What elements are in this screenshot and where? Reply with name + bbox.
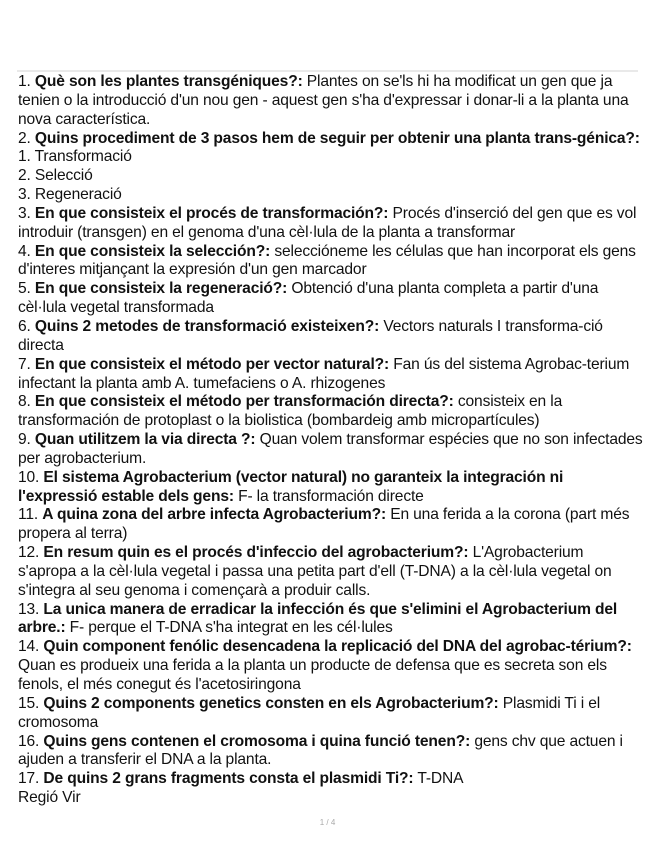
question-text: La unica manera de erradicar la infección és que s'elimini el Agrobacterium del arbre.: [18,600,618,637]
page-indicator: 1 / 4 [319,818,336,827]
item-number: 2. [18,129,31,147]
answer-text: T-DNA [417,770,464,788]
item-number: 10. [18,468,40,486]
answer-text: Fan ús del sistema Agrobac-terium infectant la planta amb A. tumefaciens o A. rhizogenes [18,355,630,392]
qa-item [18,544,643,601]
qa-item [18,469,643,507]
qa-item [18,167,643,186]
answer-text: Vectors naturals I transforma-ció directa [18,317,603,354]
item-number: 11. [18,506,39,524]
question-text: A quina zona del arbre infecta Agrobacterium?: [42,506,386,524]
qa-item [18,243,643,281]
qa-item [18,186,643,205]
question-text: De quins 2 grans fragments consta el plasmidi Ti?: [43,770,414,788]
answer-text: Obtenció d'una planta completa a partir d'una cèl·lula vegetal transformada [18,280,599,317]
top-divider [17,70,638,72]
question-text: El sistema Agrobacterium (vector natural) no garanteix la integración ni l'expressió estable dels gens: [18,468,564,505]
question-text: En que consisteix la regeneració?: [34,280,288,298]
qa-item [18,506,643,544]
answer-text: 3. Regeneració [18,186,122,204]
item-number: 8. [18,393,31,411]
item-number: 15. [18,694,40,712]
item-number: 6. [18,317,31,335]
item-number: 14. [18,638,40,656]
qa-item [18,601,643,639]
question-text: Quins 2 components genetics consten en els Agrobacterium?: [43,694,499,712]
question-text: Què son les plantes transgéniques?: [34,73,303,90]
answer-text: F- perque el T-DNA s'ha integrat en les cél·lules [69,619,393,637]
question-text: Quins procediment de 3 pasos hem de seguir per obtenir una planta trans-génica?: [34,129,640,147]
qa-item [18,318,643,356]
answer-text: En una ferida a la corona (part més propera al terra) [18,506,630,543]
item-number: 7. [18,355,31,373]
item-number: 5. [18,280,31,298]
qa-item [18,431,643,469]
answer-text: seleccióneme les células que han incorporat els gens d'interes mitjançant la expresión d'un gen marcador [18,242,636,279]
answer-text: Plasmidi Ti i el cromosoma [18,694,601,731]
item-number: 3. [18,204,31,222]
qa-item [18,205,643,243]
answer-text: F- la transformación directe [238,487,424,505]
question-text: En que consisteix el procés de transformación?: [34,204,389,222]
answer-text: Plantes on se'ls hi ha modificat un gen que ja tenien o la introducció d'un nou gen - aquest gen s'ha d'expressar i donar-li a la planta una nova característica. [18,73,629,128]
question-text: Quan utilitzem la via directa ?: [34,431,256,449]
qa-item [18,733,643,771]
qa-item [18,393,643,431]
item-number: 9. [18,431,31,449]
question-text: Quins 2 metodes de transformació existeixen?: [34,317,380,335]
question-text: En resum quin es el procés d'infeccio del agrobacterium?: [43,544,469,562]
answer-text: Procés d'inserció del gen que es vol introduir (transgen) en el genoma d'una cèl·lula de la planta a transformar [18,204,637,241]
answer-text: Quan es produeix una ferida a la planta un producte de defensa que es secreta son els fenols, el més conegut és l'acetosiringona [18,657,607,693]
answer-text: Regió Vir [18,789,81,807]
answer-text: 2. Selecció [18,167,93,185]
question-text: En que consisteix la selección?: [34,242,271,260]
item-number: 13. [18,600,40,618]
qa-item [18,130,643,168]
qa-item [18,638,643,695]
item-number: 4. [18,242,31,260]
qa-item [18,356,643,394]
answer-text: L'Agrobacterium s'apropa a la cèl·lula vegetal i passa una petita part d'ell (T-DNA) a la cèl·lula vegetal on s'integra al seu genoma i començarà a produir calls. [18,544,612,599]
question-text: Quins gens contenen el cromosoma i quina funció tenen?: [43,732,471,750]
answer-text: gens chv que actuen i ajuden a transferir el DNA a la planta. [18,732,623,769]
qa-item [18,789,643,808]
answer-text: consisteix en la transformación de protoplast o la biolistica (bombardeig amb micropartícules) [18,393,563,430]
question-text: En que consisteix el método per vector natural?: [34,355,390,373]
qa-list [18,73,643,808]
qa-item [18,280,643,318]
qa-item [18,770,643,789]
item-number: 17. [18,770,40,788]
answer-text: 1. Transformació [18,148,132,166]
qa-item [18,73,643,130]
item-number: 12. [18,544,40,562]
item-number: 16. [18,732,40,750]
item-number: 1. [18,73,31,90]
question-text: Quin component fenólic desencadena la replicació del DNA del agrobac-térium?: [43,638,632,656]
question-text: En que consisteix el método per transformación directa?: [34,393,454,411]
answer-text: Quan volem transformar espécies que no son infectades per agrobacterium. [18,431,643,467]
qa-item [18,695,643,733]
